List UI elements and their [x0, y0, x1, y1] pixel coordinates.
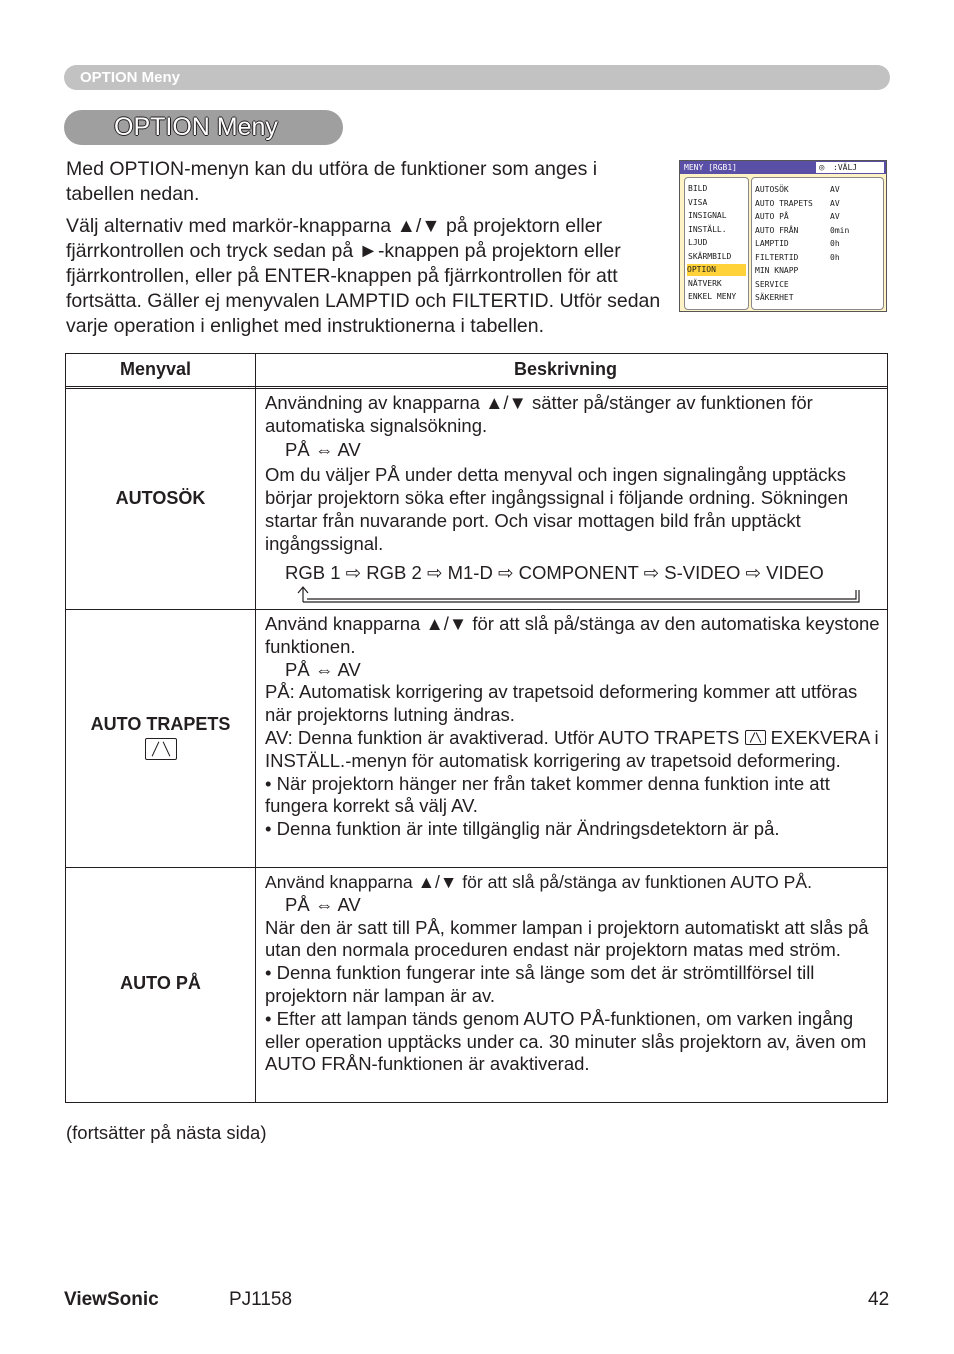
- osd-option-value: 0h: [830, 239, 840, 248]
- table-header-divider: [66, 386, 887, 387]
- osd-option-name: FILTERTID: [755, 252, 799, 262]
- desc-av-text: AV: Denna funktion är avaktiverad. Utför AUTO TRAPETS: [265, 726, 740, 748]
- desc-line: Använd knapparna ▲/▼ för att slå på/stänga av funktionen AUTO PÅ.: [265, 872, 812, 892]
- osd-menu-item: INSTÄLL.: [688, 224, 727, 234]
- table-row-divider: [66, 609, 887, 610]
- osd-menu-item: BILD: [688, 184, 708, 193]
- osd-main-menu: [684, 177, 749, 310]
- osd-menu-item: ENKEL MENY: [688, 292, 737, 301]
- osd-hint-box: [816, 162, 884, 173]
- row-desc-auto-pa: [265, 871, 885, 1076]
- osd-option-value: AV: [830, 185, 840, 194]
- table-column-divider: [255, 354, 256, 1102]
- osd-option-name: SÄKERHET: [755, 293, 794, 302]
- osd-option-name: AUTO TRAPETS: [755, 198, 813, 208]
- row-name-auto-pa: AUTO PÅ: [120, 973, 201, 993]
- osd-option-name: SERVICE: [755, 279, 789, 289]
- row-name-autosok: AUTOSÖK: [115, 488, 206, 508]
- osd-menu-screenshot: [679, 160, 887, 312]
- row-desc-auto-trapets: [265, 613, 885, 841]
- page-number: 42: [868, 1289, 890, 1310]
- footer-brand: ViewSonic: [64, 1289, 159, 1310]
- search-loop-arrow-icon: [296, 584, 871, 606]
- osd-menu-item: LJUD: [688, 238, 708, 247]
- osd-menu-item-selected: OPTION: [687, 264, 746, 276]
- desc-bullet: • När projektorn hänger ner från taket kommer denna funktion inte att fungera korrekt så välj AV.: [265, 772, 830, 817]
- page-title: OPTION Meny: [114, 113, 278, 141]
- osd-option-name: MIN KNAPP: [755, 266, 799, 275]
- desc-toggle-line: PÅ ⇔ AV: [285, 893, 361, 915]
- table-header-beskrivning: Beskrivning: [514, 359, 618, 379]
- osd-menu-item: VISA: [688, 197, 708, 207]
- desc-bullet: • Denna funktion är inte tillgänglig när Ändringsdetektorn är på.: [265, 818, 780, 840]
- keystone-icon: [745, 730, 766, 745]
- desc-bullet: • Efter att lampan tänds genom AUTO PÅ-funktionen, om varken ingång eller operation upptäcks under ca. 30 minuter slås projektorn av, även om AUTO FRÅN-funktionen är avaktiverad.: [265, 1007, 867, 1075]
- osd-option-submenu: [751, 177, 884, 310]
- row-desc-autosok: [265, 392, 885, 584]
- osd-title: MENY [RGB1]: [684, 163, 737, 172]
- desc-toggle-line: PÅ ⇔ AV: [285, 658, 361, 680]
- osd-option-name: AUTO PÅ: [755, 212, 789, 221]
- desc-line: Användning av knapparna ▲/▼ sätter på/stänger av funktionen för automatiska signalsökning.: [265, 392, 813, 436]
- footer-model: PJ1158: [229, 1289, 293, 1310]
- desc-line: När den är satt till PÅ, kommer lampan i projektorn automatiskt att slås på utan den normala proceduren endast när projektorn matas med ström.: [265, 916, 869, 961]
- table-row-divider: [66, 867, 887, 868]
- desc-bullet: • Denna funktion fungerar inte så länge som det är strömtillförsel till projektorn när lampan är av.: [265, 962, 815, 1006]
- row-name-auto-trapets: [66, 714, 255, 764]
- section-header-label: OPTION Meny: [80, 69, 181, 86]
- table-header-menyval: Menyval: [120, 359, 192, 379]
- osd-option-name: AUTOSÖK: [755, 185, 789, 194]
- osd-option-value: AV: [830, 212, 840, 221]
- osd-hint: :VÄLJ: [833, 163, 858, 172]
- keystone-icon: [145, 738, 177, 760]
- desc-line: Om du väljer PÅ under detta menyval och ingen signalingång upptäcks börjar projektorn söka efter ingångssignal i följande ordning. Sökningen startar från nuvarande port. Och visar mottagen bild från upptäckt ingångssignal.: [265, 464, 849, 554]
- table-header-divider-double: [66, 388, 887, 389]
- osd-option-name: LAMPTID: [755, 239, 789, 248]
- desc-line: Använd knapparna ▲/▼ för att slå på/stänga av den automatiska keystone funktionen.: [265, 613, 880, 657]
- desc-search-order: RGB 1 ⇨ RGB 2 ⇨ M1-D ⇨ COMPONENT ⇨ S-VIDEO ⇨ VIDEO: [285, 561, 824, 583]
- intro-paragraph-1: Med OPTION-menyn kan du utföra de funktioner som anges i tabellen nedan.: [66, 158, 598, 205]
- osd-title-bar: [680, 161, 886, 174]
- auto-trapets-label: AUTO TRAPETS: [90, 714, 231, 734]
- desc-av-text-cont: EXEKVERA i INSTÄLL.-menyn för automatisk korrigering av trapetsoid deformering.: [265, 726, 879, 771]
- page-title-pill: [64, 110, 343, 145]
- desc-line: PÅ: Automatisk korrigering av trapetsoid deformering kommer att utföras när projektorns lutning ändras.: [265, 681, 858, 726]
- osd-menu-item: NÄTVERK: [688, 278, 722, 288]
- continued-note: (fortsätter på nästa sida): [66, 1122, 267, 1143]
- option-menu-table: [65, 353, 888, 1103]
- osd-option-value: 0min: [830, 225, 850, 235]
- intro-paragraph-2: Välj alternativ med markör-knapparna ▲/▼ på projektorn eller fjärrkontrollen och tryck sedan på ►-knappen på projektorn eller fjärrkontrollen, eller på ENTER-knappen på fjärrkontrollen för att fortsätta. Gäller ej menyvalen LAMPTID och FILTERTID. Utför sedan varje operation i enlighet med instruktionerna i tabellen.: [66, 215, 661, 337]
- osd-option-value: AV: [830, 198, 840, 208]
- desc-line-with-icon: [265, 727, 885, 773]
- section-header-bar: [64, 65, 890, 90]
- osd-menu-item: INSIGNAL: [688, 211, 727, 220]
- osd-menu-item: SKÄRMBILD: [688, 251, 732, 261]
- osd-option-value: 0h: [830, 252, 840, 262]
- select-button-icon: ◎: [819, 163, 825, 173]
- desc-toggle-line: PÅ ⇔ AV: [285, 438, 361, 460]
- osd-option-name: AUTO FRÅN: [755, 225, 799, 235]
